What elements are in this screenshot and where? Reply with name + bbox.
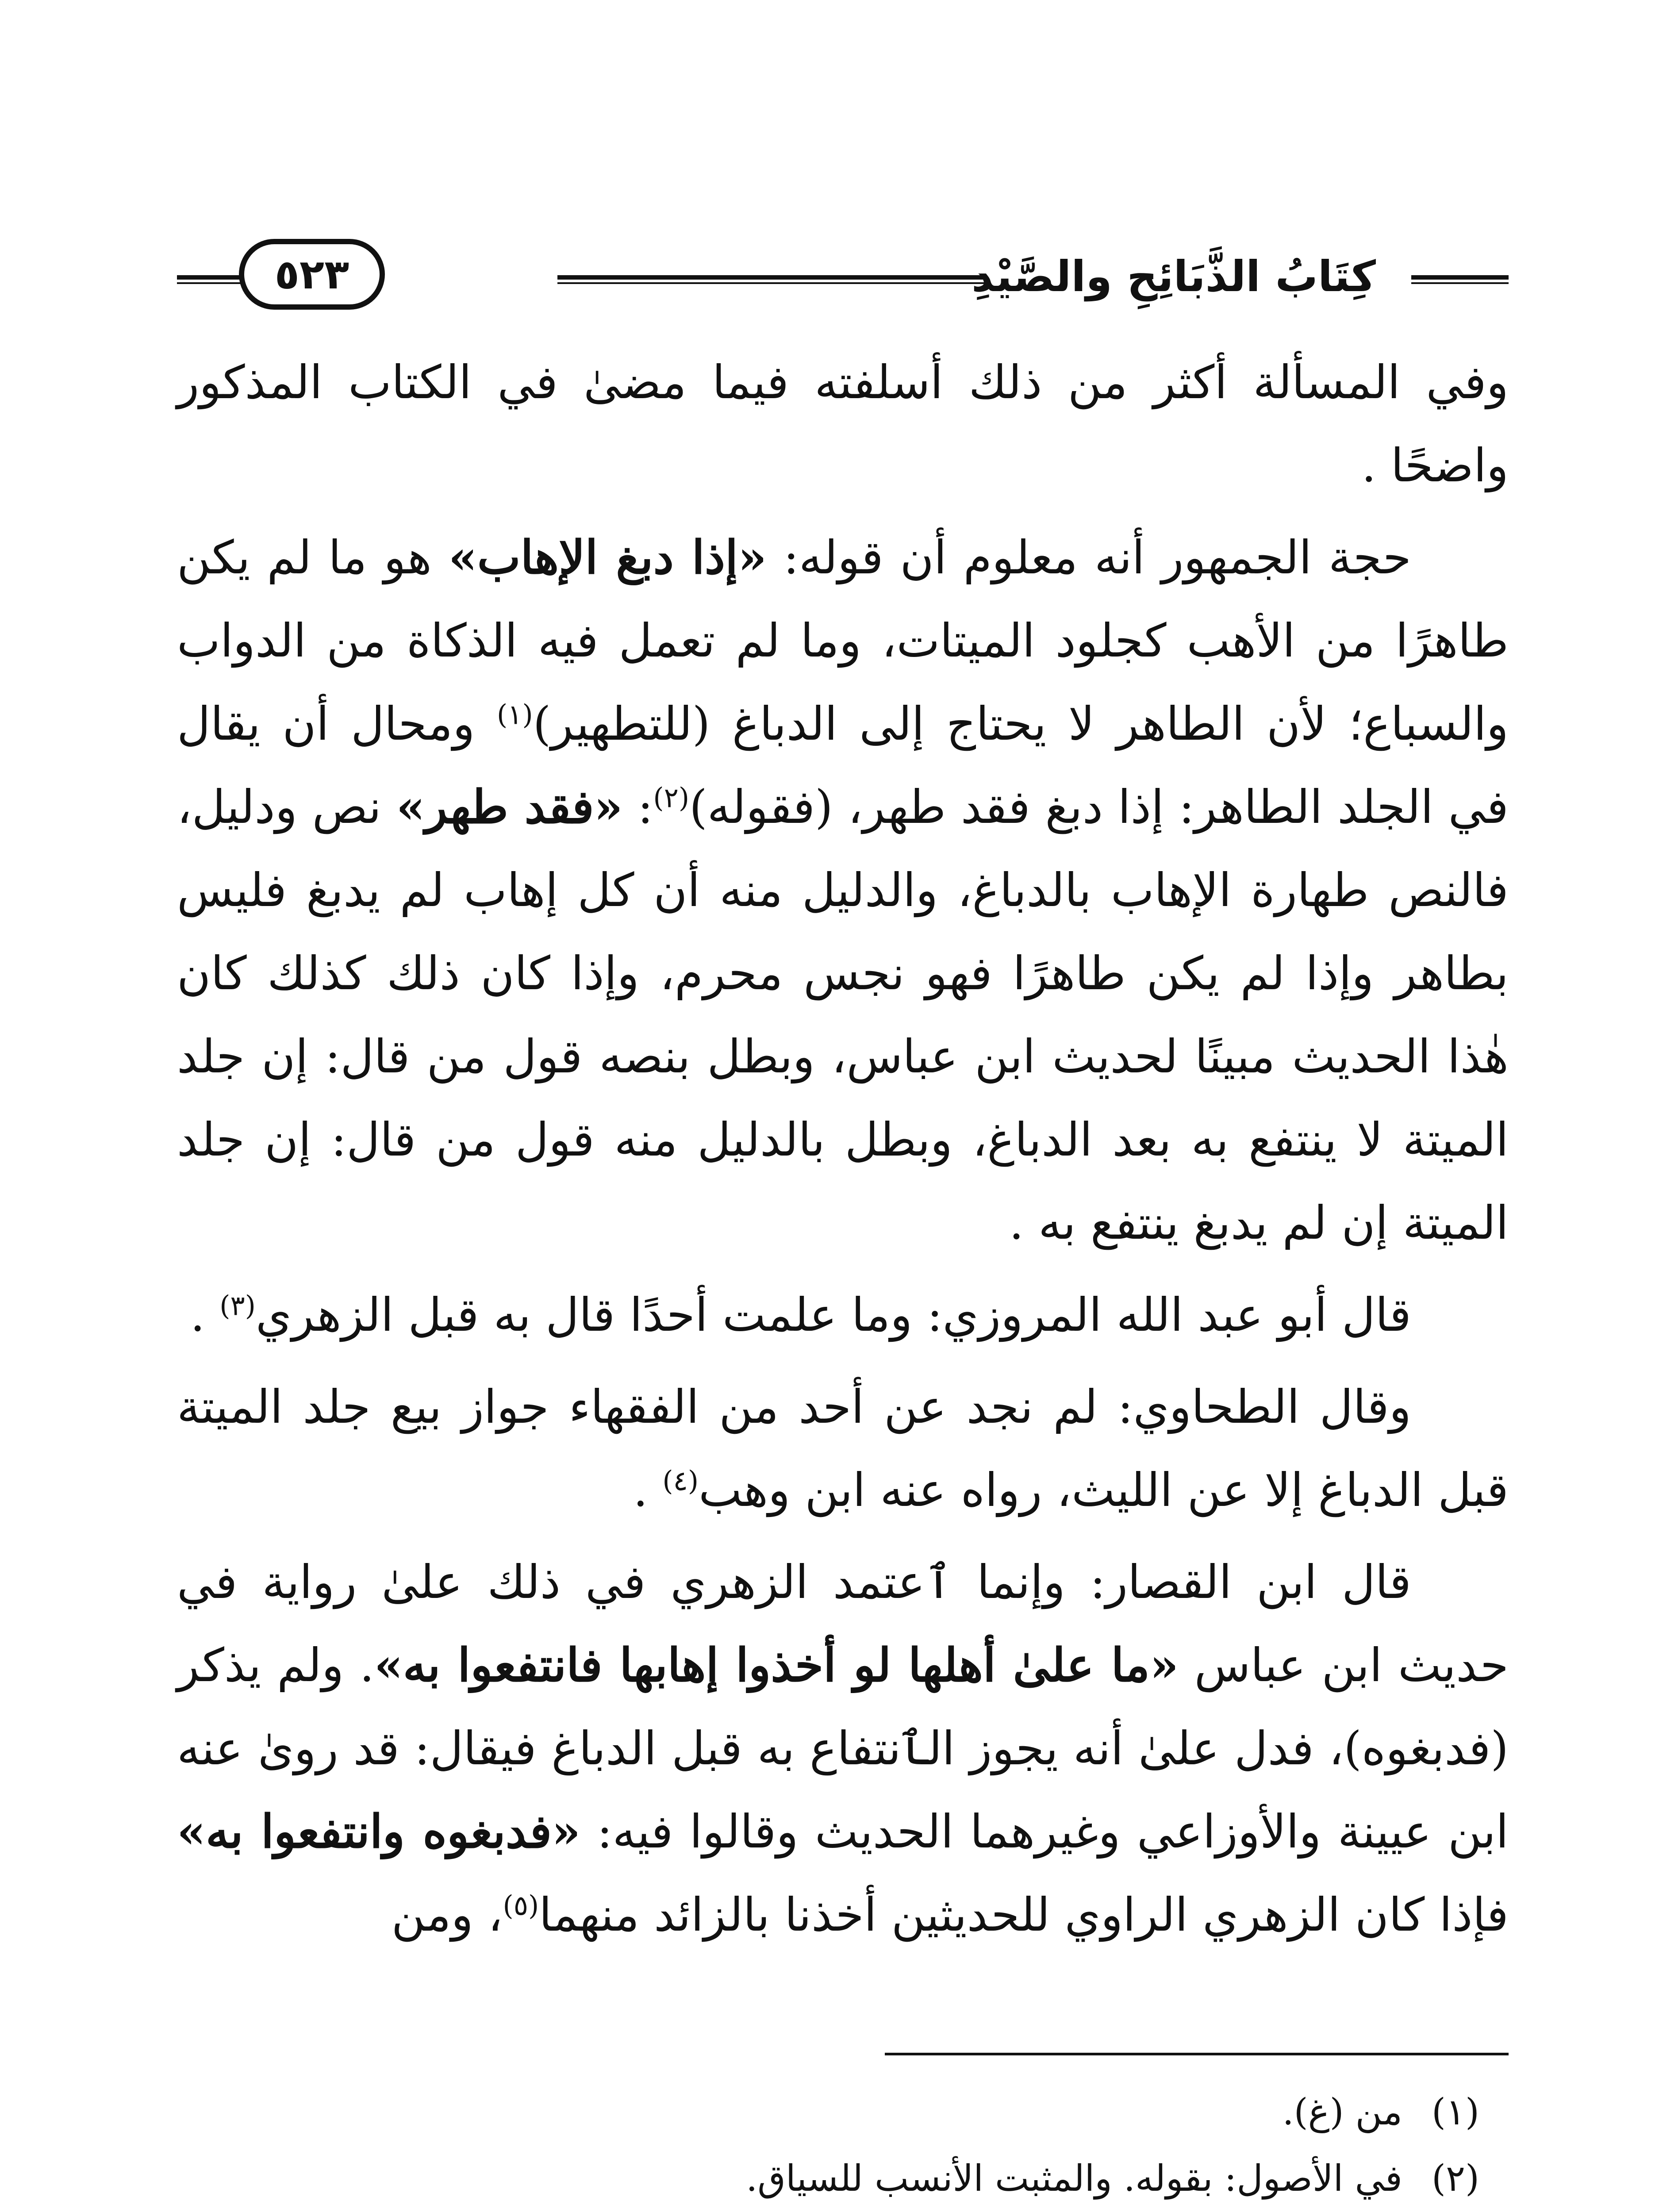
text-run: :	[622, 780, 653, 834]
footnote-reference: (٥)	[503, 1889, 539, 1922]
text-run: نص ودليل، فالنص طهارة الإهاب بالدباغ، والدليل منه أن كل إهاب لم يدبغ فليس بطاهر وإذا لم يكن طاهرًا فهو نجس محرم، وإذا كان ذلك كذلك كان هٰذا الحديث مبينًا لحديث ابن عباس، وبطل بنصه قول من قال: إن جلد الميتة لا ينتفع به بعد الدباغ، وبطل بالدليل منه قول من قال: إن جلد الميتة إن لم يدبغ ينتفع به .	[177, 780, 1509, 1250]
paragraph	[177, 1273, 1509, 1356]
hadith-quote: «إذا دبغ الإهاب»	[448, 530, 767, 584]
footnote-reference: (٣)	[219, 1289, 256, 1322]
footnote-item	[177, 2079, 1509, 2146]
footnote-separator	[885, 2053, 1509, 2055]
text-run: قال ابن القصار: وإنما ٱعتمد الزهري في ذلك علىٰ رواية في حديث ابن عباس	[177, 1555, 1509, 1692]
text-run: وقال الطحاوي: لم نجد عن أحد من الفقهاء جواز بيع جلد الميتة قبل الدباغ إلا عن الليث، رواه عنه ابن وهب	[177, 1380, 1509, 1517]
header-rule-right	[1411, 275, 1509, 284]
chapter-title: كِتَابُ الذَّبَائِحِ والصَّيْدِ	[972, 252, 1376, 301]
text-run: قال أبو عبد الله المروزي: وما علمت أحدًا قال به قبل الزهري	[255, 1288, 1411, 1342]
footnote-item	[177, 2146, 1509, 2212]
text-run: .	[633, 1463, 663, 1517]
text-run: هو ما لم يكن طاهرًا من الأهب كجلود الميتات، وما لم تعمل فيه الذكاة من الدواب والسباع؛ لأن الطاهر لا يحتاج إلى الدباغ (للتطهير)	[177, 530, 1509, 751]
footnote-text: في الأصول: بقوله. والمثبت الأنسب للسياق.	[746, 2158, 1402, 2200]
footnote-reference: (٢)	[653, 781, 690, 814]
paragraph	[177, 341, 1509, 507]
footnote-reference: (١)	[496, 698, 533, 731]
hadith-quote: «فدبغوه وانتفعوا به»	[177, 1804, 581, 1859]
text-run: .	[190, 1288, 220, 1342]
paragraph	[177, 516, 1509, 1264]
text-run: ومحال أن يقال في الجلد الطاهر: إذا دبغ فقد طهر، (فقوله)	[177, 697, 1509, 834]
footnote-number: (٢)	[1431, 2158, 1480, 2200]
text-run: . ولم يذكر (فدبغوه)، فدل علىٰ أنه يجوز الٱنتفاع به قبل الدباغ فيقال: قد روىٰ عنه ابن عيينة والأوزاعي وغيرهما الحديث وقالوا فيه:	[177, 1638, 1509, 1859]
header-rule-middle	[557, 275, 987, 284]
text-run: ، ومن	[391, 1888, 503, 1942]
header-rule-left	[177, 275, 243, 284]
footnote-reference: (٤)	[662, 1464, 699, 1497]
paragraph	[177, 1365, 1509, 1532]
main-text	[177, 341, 1509, 1965]
text-run: وفي المسألة أكثر من ذلك أسلفته فيما مضىٰ في الكتاب المذكور واضحًا .	[177, 355, 1509, 492]
paragraph	[177, 1540, 1509, 1956]
text-run: فإذا كان الزهري الراوي للحديثين أخذنا بالزائد منهما	[539, 1888, 1509, 1942]
hadith-quote: «فقد طهر»	[396, 780, 623, 834]
text-run: حجة الجمهور أنه معلوم أن قوله:	[766, 530, 1411, 584]
footnotes	[177, 2079, 1509, 2212]
hadith-quote: «ما علىٰ أهلها لو أخذوا إهابها فانتفعوا به»	[374, 1638, 1179, 1692]
page-number: ٥٢٣	[239, 239, 385, 310]
running-header	[177, 239, 1509, 319]
footnote-number: (١)	[1431, 2091, 1480, 2133]
footnote-text: من (غ).	[1282, 2091, 1402, 2133]
